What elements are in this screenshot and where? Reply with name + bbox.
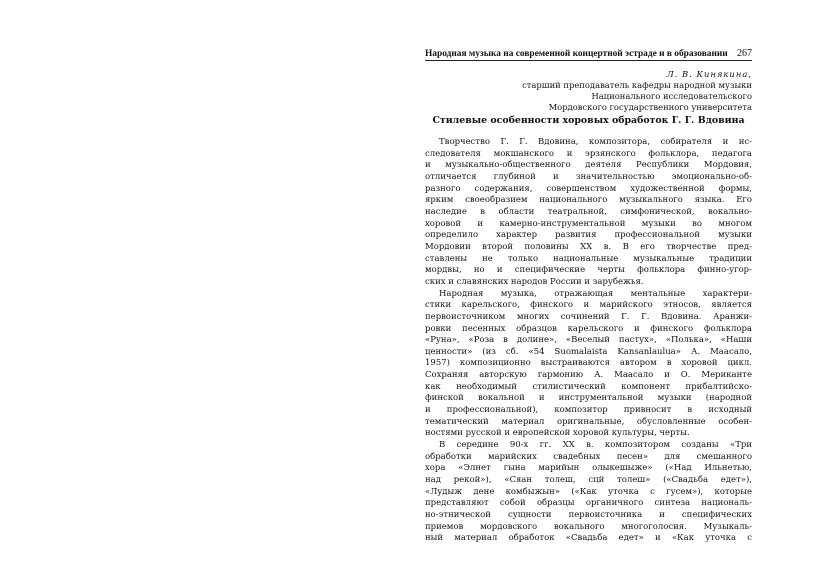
author-position: старший преподаватель кафедры народной музыки: [522, 80, 752, 90]
body-line: ностями русской и европейской хоровой культуры, черты.: [425, 428, 690, 439]
body-line: Мордовии второй половины XX в. В его творчестве пред-: [425, 241, 752, 252]
body-line: «Руна», «Роза в долине», «Веселый пастух», «Полька», «Наши: [425, 335, 752, 346]
body-line: отличается глубиной и значительностью эмоционально-об-: [425, 171, 752, 182]
body-line: определило характер развития профессиональной музыки: [425, 230, 752, 241]
body-line: Творчество Г. Г. Вдовина, композитора, собирателя и ис-: [439, 137, 752, 147]
body-line: «Лудыж дене комбыжын» («Как уточка с гусем»), которые: [425, 486, 752, 497]
body-line: ских и славянских народов России и зарубежья.: [425, 276, 644, 287]
body-line: финской вокальной и инструментальной музыки (народной: [425, 393, 752, 404]
body-line: первоисточником многих сочинений Г. Г. Вдовина. Аранжи-: [425, 311, 752, 322]
body-line: наследие в области театральной, симфонической, вокально-: [425, 206, 752, 217]
article-title: Стилевые особенности хоровых обработок Г. Г. Вдовина: [432, 115, 745, 126]
body-line: обработки марийских свадебных песен» для смешанного: [425, 451, 752, 462]
body-line: ный материал обработок «Свадьба едет» и «Как уточка с: [425, 533, 752, 544]
article-body: [425, 137, 752, 545]
body-line: как необходимый стилистический компонент прибалтийско-: [425, 381, 752, 392]
page-number: 267: [737, 48, 752, 59]
body-line: ровки песенных образцов карельского и финского фольклора: [425, 323, 752, 334]
body-line: Сохраняя авторскую гармонию А. Маасало и О. Мериканте: [425, 370, 752, 381]
body-line: 1957) композиционно выстраиваются автором в хоровой цикл.: [425, 358, 752, 369]
body-line: но-этнической сущности первоисточника и специфических: [425, 510, 752, 520]
body-line: следователя мокшанского и эрзянского фольклора, педагога: [425, 148, 752, 159]
body-line: и музыкально-общественного деятеля Республики Мордовия,: [425, 160, 752, 171]
author-block: [470, 69, 752, 113]
author-name: Л. В. Кинякина,: [666, 69, 752, 79]
body-line: над рекой»), «Сяан толеш, сцй толеш» («Свадьба едет»),: [425, 475, 752, 486]
body-line: хора «Элнет гына марийын олыкешыже» («Над Ильнетью,: [425, 463, 752, 474]
body-line: ценности» (из сб. «54 Suomalaista Kansanlaulua» А. Маасало,: [425, 346, 752, 357]
body-line: хоровой и камерно-инструментальной музыки во многом: [425, 218, 752, 229]
body-line: В середине 90-х гг. XX в. композитором созданы «Три: [439, 440, 752, 451]
body-line: мордвы, но и специфические черты фольклора финно-угор-: [425, 265, 752, 276]
body-line: ярким своеобразием национального музыкального языка. Его: [425, 195, 752, 206]
body-line: тематический материал оригинальные, обусловленные особен-: [425, 416, 752, 427]
body-line: Народная музыка, отражающая ментальные характери-: [439, 288, 752, 299]
body-line: ставлены не только национальные музыкальные традиции: [425, 253, 752, 264]
running-header: [425, 44, 752, 61]
author-university-line: Мордовского государственного университета: [548, 102, 752, 112]
body-line: и профессиональной), композитор привносит в исходный: [425, 405, 752, 416]
body-line: разного содержания, совершенством художественной формы,: [425, 183, 752, 194]
body-line: приемов мордовского вокального многоголосия. Музыкаль-: [425, 521, 752, 532]
author-university-line: Национального исследовательского: [591, 91, 752, 101]
body-line: представляют собой образцы органичного синтеза националь-: [425, 498, 752, 509]
running-title: Народная музыка на современной концертной эстраде и в образовании: [425, 49, 728, 59]
body-line: стики карельского, финского и марийского этносов, является: [425, 300, 752, 311]
